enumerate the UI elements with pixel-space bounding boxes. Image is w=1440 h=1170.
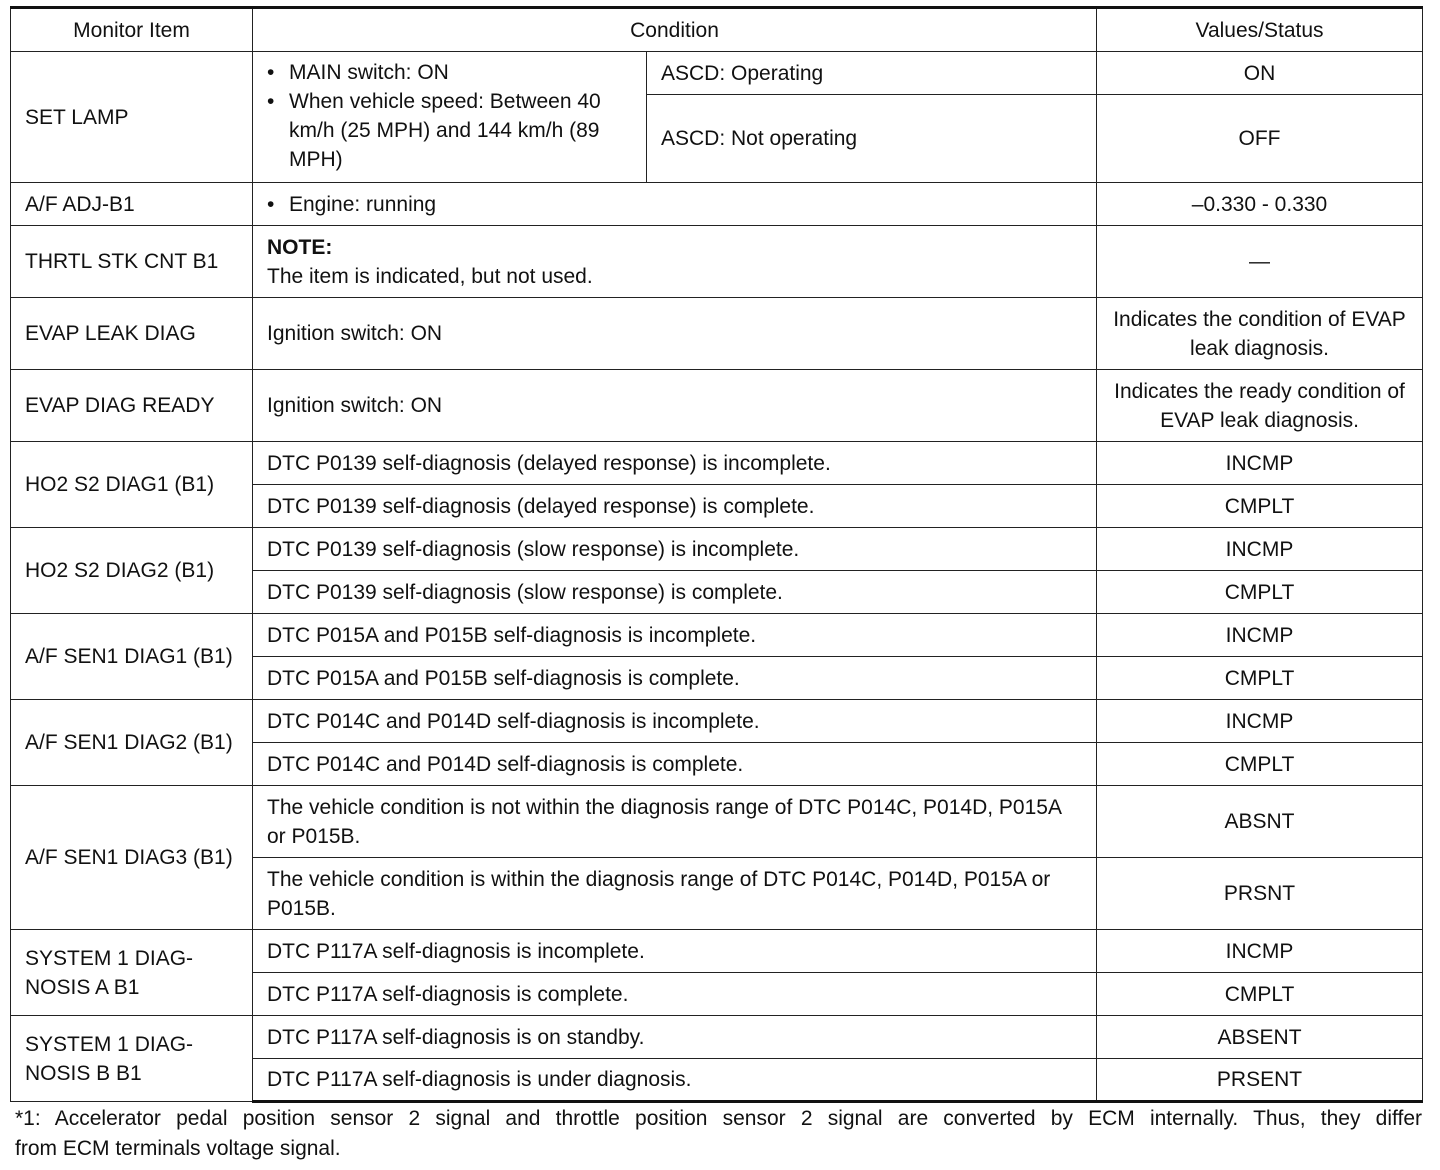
value-cell: INCMP bbox=[1097, 930, 1423, 973]
value-cell: PRSENT bbox=[1097, 1059, 1423, 1102]
table-row bbox=[11, 298, 1423, 370]
item-cell: A/F ADJ-B1 bbox=[11, 183, 253, 226]
condition-cell: • MAIN switch: ON • When vehicle speed: Between 40 km/h (25 MPH) and 144 km/h (89 MPH) bbox=[253, 52, 647, 183]
condition-cell: DTC P014C and P014D self-diagnosis is incomplete. bbox=[253, 700, 1097, 743]
value-cell: ON bbox=[1097, 52, 1423, 95]
table-row bbox=[11, 614, 1423, 657]
value-cell: — bbox=[1097, 226, 1423, 298]
value-cell: Indicates the ready condition of EVAP leak diagnosis. bbox=[1097, 370, 1423, 442]
item-cell: SET LAMP bbox=[11, 52, 253, 183]
condition-cell: Ignition switch: ON bbox=[253, 298, 1097, 370]
condition-cell: DTC P014C and P014D self-diagnosis is complete. bbox=[253, 743, 1097, 786]
condition-cell bbox=[253, 226, 1097, 298]
condition-cell: DTC P0139 self-diagnosis (delayed response) is complete. bbox=[253, 485, 1097, 528]
item-cell: EVAP DIAG READY bbox=[11, 370, 253, 442]
value-cell: OFF bbox=[1097, 95, 1423, 183]
footnote bbox=[15, 1104, 1422, 1164]
table-row bbox=[11, 52, 1423, 95]
value-cell: CMPLT bbox=[1097, 973, 1423, 1016]
condition-cell: DTC P0139 self-diagnosis (slow response) is complete. bbox=[253, 571, 1097, 614]
header-row bbox=[11, 8, 1423, 52]
item-cell: A/F SEN1 DIAG2 (B1) bbox=[11, 700, 253, 786]
table-row bbox=[11, 370, 1423, 442]
table-row bbox=[11, 1016, 1423, 1059]
header-monitor-item: Monitor Item bbox=[11, 8, 253, 52]
value-cell: CMPLT bbox=[1097, 485, 1423, 528]
value-cell: Indicates the condition of EVAP leak diagnosis. bbox=[1097, 298, 1423, 370]
table-row bbox=[11, 930, 1423, 973]
condition-cell: DTC P117A self-diagnosis is incomplete. bbox=[253, 930, 1097, 973]
value-cell: INCMP bbox=[1097, 700, 1423, 743]
value-cell: –0.330 - 0.330 bbox=[1097, 183, 1423, 226]
table-row bbox=[11, 442, 1423, 485]
value-cell: INCMP bbox=[1097, 442, 1423, 485]
table-row bbox=[11, 226, 1423, 298]
header-condition: Condition bbox=[253, 8, 1097, 52]
item-cell: EVAP LEAK DIAG bbox=[11, 298, 253, 370]
sub-condition-cell: ASCD: Not operating bbox=[647, 95, 1097, 183]
value-cell: ABSENT bbox=[1097, 1016, 1423, 1059]
sub-condition-cell: ASCD: Operating bbox=[647, 52, 1097, 95]
item-cell: HO2 S2 DIAG1 (B1) bbox=[11, 442, 253, 528]
table-row bbox=[11, 700, 1423, 743]
note-text: The item is indicated, but not used. bbox=[267, 264, 593, 288]
condition-cell: DTC P117A self-diagnosis is on standby. bbox=[253, 1016, 1097, 1059]
table-row bbox=[11, 528, 1423, 571]
item-cell: A/F SEN1 DIAG1 (B1) bbox=[11, 614, 253, 700]
item-cell: SYSTEM 1 DIAG-NOSIS A B1 bbox=[11, 930, 253, 1016]
condition-cell: DTC P0139 self-diagnosis (slow response) is incomplete. bbox=[253, 528, 1097, 571]
value-cell: INCMP bbox=[1097, 614, 1423, 657]
table-row bbox=[11, 786, 1423, 858]
monitor-table bbox=[10, 6, 1423, 1103]
value-cell: CMPLT bbox=[1097, 657, 1423, 700]
condition-cell: • Engine: running bbox=[253, 183, 1097, 226]
condition-bullet: When vehicle speed: Between 40 km/h (25 MPH) and 144 km/h (89 MPH) bbox=[289, 90, 601, 171]
value-cell: ABSNT bbox=[1097, 786, 1423, 858]
footnote-line-2: from ECM terminals voltage signal. bbox=[15, 1137, 341, 1160]
footnote-line-1: *1: Accelerator pedal position sensor 2 signal and throttle position sensor 2 signal are converted by ECM internally. Thus, they differ bbox=[15, 1107, 1422, 1130]
item-cell: A/F SEN1 DIAG3 (B1) bbox=[11, 786, 253, 930]
table-row bbox=[11, 183, 1423, 226]
item-cell: THRTL STK CNT B1 bbox=[11, 226, 253, 298]
condition-bullet: MAIN switch: ON bbox=[289, 61, 449, 84]
item-cell: HO2 S2 DIAG2 (B1) bbox=[11, 528, 253, 614]
condition-cell: DTC P117A self-diagnosis is complete. bbox=[253, 973, 1097, 1016]
condition-cell: DTC P117A self-diagnosis is under diagnosis. bbox=[253, 1059, 1097, 1102]
note-title: NOTE: bbox=[267, 235, 333, 259]
value-cell: INCMP bbox=[1097, 528, 1423, 571]
condition-bullet: Engine: running bbox=[289, 192, 437, 216]
item-cell: SYSTEM 1 DIAG-NOSIS B B1 bbox=[11, 1016, 253, 1102]
condition-cell: The vehicle condition is within the diagnosis range of DTC P014C, P014D, P015A or P015B. bbox=[253, 858, 1097, 930]
condition-cell: DTC P0139 self-diagnosis (delayed response) is incomplete. bbox=[253, 442, 1097, 485]
value-cell: CMPLT bbox=[1097, 743, 1423, 786]
condition-cell: The vehicle condition is not within the diagnosis range of DTC P014C, P014D, P015A or P015B. bbox=[253, 786, 1097, 858]
condition-cell: DTC P015A and P015B self-diagnosis is incomplete. bbox=[253, 614, 1097, 657]
condition-cell: Ignition switch: ON bbox=[253, 370, 1097, 442]
value-cell: CMPLT bbox=[1097, 571, 1423, 614]
header-values: Values/Status bbox=[1097, 8, 1423, 52]
condition-cell: DTC P015A and P015B self-diagnosis is complete. bbox=[253, 657, 1097, 700]
value-cell: PRSNT bbox=[1097, 858, 1423, 930]
